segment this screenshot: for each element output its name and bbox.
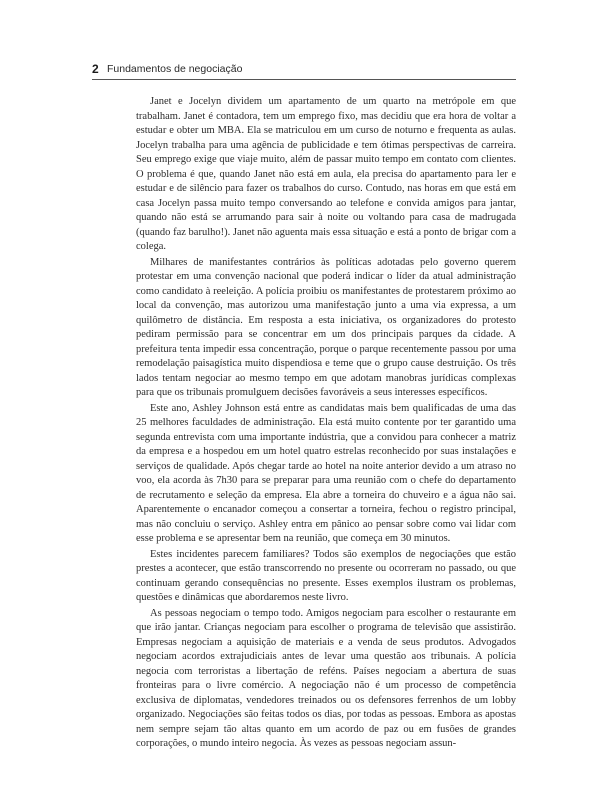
paragraph-familiar-incidents: Estes incidentes parecem familiares? Todos são exemplos de negociações que estão prestes a acontecer, que estão transcorrendo no presente ou ocorreram no passado, ou que continuam gerando consequências no presente. Esses exemplos ilustram os problemas, questões e dinâmicas que abordaremos neste livro. bbox=[136, 548, 516, 603]
paragraph-protesters: Milhares de manifestantes contrários às políticas adotadas pelo governo querem protestar em uma convenção nacional que poderá indicar o líder da atual administração como candidato à reeleição. A polícia proibiu os manifestantes de protestarem próximo ao local da convenção, mas autorizou uma manifestação junto a uma via expressa, a um quilômetro de distância. Em resposta a esta iniciativa, os organizadores do protesto pediram permissão para se concentrar em um dos principais parques da cidade. A prefeitura tenta impedir essa concentração, porque o parque recentemente passou por uma remodelação paisagística muito dispendiosa e teme que o grupo cause destruição. Os três lados tentam negociar ao mesmo tempo em que adotam manobras jurídicas complexas para que os tribunais promulguem decisões favoráveis a seus interesses específicos. bbox=[136, 256, 516, 398]
paragraph-ashley-johnson: Este ano, Ashley Johnson está entre as candidatas mais bem qualificadas de uma das 25 melhores faculdades de administração. Ela está muito contente por ter garantido uma segunda entrevista com uma importante indústria, que a convidou para conhecer a matriz da empresa e a hospedou em um hotel quatro estrelas reconhecido por suas instalações e serviços de qualidade. Após chegar tarde ao hotel na noite anterior devido a um atraso no voo, ela acorda às 7h30 para se preparar para uma reunião com o chefe do departamento de recrutamento e seleção da empresa. Ela abre a torneira do chuveiro e a água não sai. Aparentemente o encanador começou a consertar a torneira, fechou o registro principal, mas não concluiu o serviço. Ashley entra em pânico ao pensar sobre como vai lidar com esse problema e se apresentar bem na reunião, que começa em 30 minutos. bbox=[136, 402, 516, 544]
header-rule bbox=[92, 79, 516, 80]
page-number: 2 bbox=[92, 62, 99, 76]
page-header bbox=[92, 62, 516, 78]
paragraph-janet-jocelyn: Janet e Jocelyn dividem um apartamento de um quarto na metrópole em que trabalham. Janet é contadora, tem um emprego fixo, mas decidiu que era hora de voltar a estudar e obter um MBA. Ela se matriculou em um curso de noturno e frequenta as aulas. Jocelyn trabalha para uma agência de publicidade e tem ótimas perspectivas de carreira. Seu emprego exige que viaje muito, além de passar muito tempo em contato com clientes. O problema é que, quando Janet não está em aula, ela precisa do apartamento para ler e estudar e de silêncio para fazer os trabalhos do curso. Contudo, nas horas em que está em casa Jocelyn passa muito tempo conversando ao telefone e convida amigos para jantar, quando não está se arrumando para sair à noite ou voltando para casa de madrugada (quando faz barulho!). Janet não aguenta mais essa situação e está a ponto de brigar com a colega. bbox=[136, 96, 516, 252]
body-text bbox=[136, 95, 516, 752]
running-head: Fundamentos de negociação bbox=[107, 63, 243, 75]
paragraph-people-negotiate: As pessoas negociam o tempo todo. Amigos negociam para escolher o restaurante em que irão jantar. Crianças negociam para escolher o programa de televisão que assistirão. Empresas negociam a aquisição de materiais e a venda de seus produtos. Advogados negociam acordos extrajudiciais antes de levar uma questão aos tribunais. A polícia negocia com terroristas a libertação de reféns. Países negociam a abertura de suas fronteiras para o livre comércio. A negociação não é um processo de competência exclusiva de diplomatas, vendedores treinados ou os defensores ferrenhos de um lobby organizado. Negociações são feitas todos os dias, por todas as pessoas. Embora as apostas nem sempre sejam tão altas quanto em um acordo de paz ou em fusões de grandes corporações, o mundo inteiro negocia. Às vezes as pessoas negociam assun- bbox=[136, 607, 516, 749]
